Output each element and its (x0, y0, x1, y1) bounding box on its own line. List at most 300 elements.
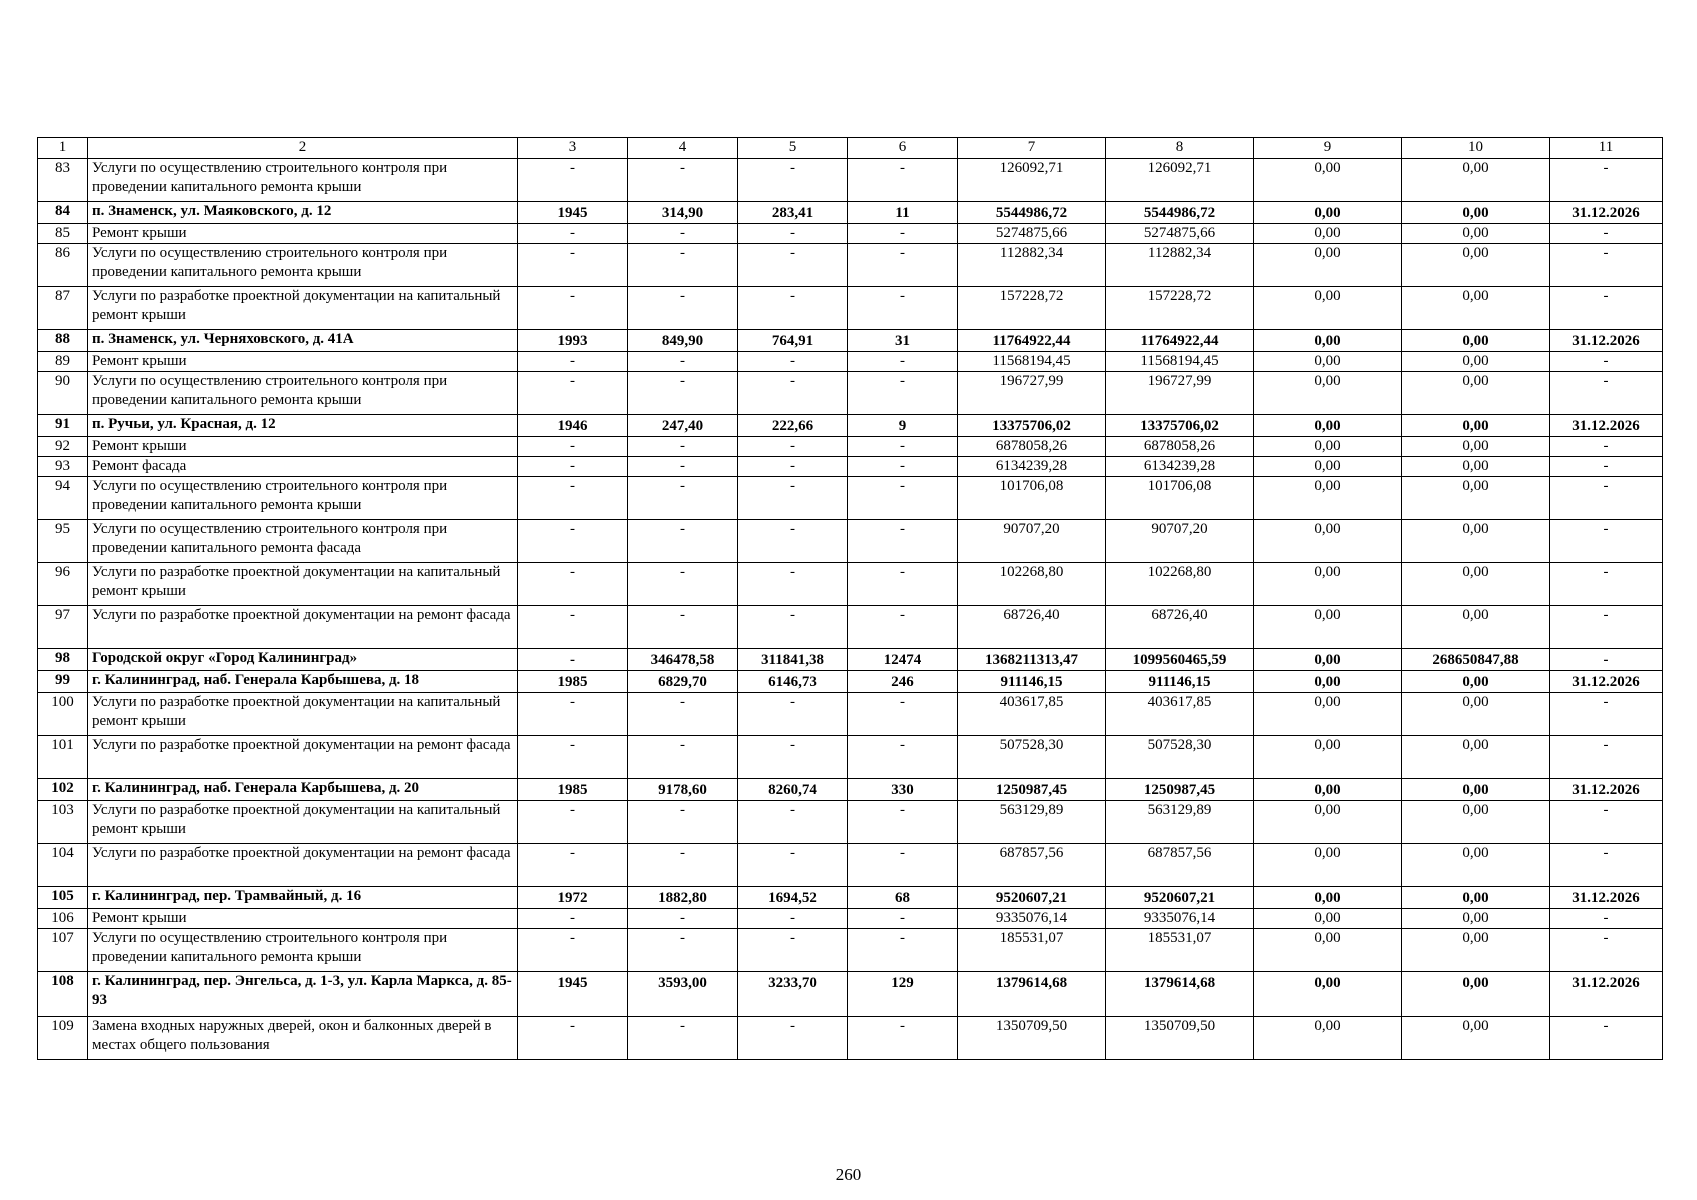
year-cell: - (518, 352, 628, 372)
col5-cell: 6146,73 (738, 671, 848, 693)
col6-cell: 68 (848, 887, 958, 909)
col9-cell: 0,00 (1254, 736, 1402, 779)
column-header: 10 (1402, 138, 1550, 159)
table-row (38, 330, 1663, 352)
year-cell: - (518, 649, 628, 671)
row-number: 94 (38, 477, 88, 520)
col4-cell: - (628, 563, 738, 606)
col4-cell: - (628, 693, 738, 736)
row-number: 90 (38, 372, 88, 415)
col7-cell: 687857,56 (958, 844, 1106, 887)
col5-cell: - (738, 563, 848, 606)
col6-cell: 12474 (848, 649, 958, 671)
col8-cell: 9520607,21 (1106, 887, 1254, 909)
col5-cell: 1694,52 (738, 887, 848, 909)
col10-cell: 0,00 (1402, 520, 1550, 563)
col8-cell: 9335076,14 (1106, 909, 1254, 929)
row-number: 89 (38, 352, 88, 372)
col9-cell: 0,00 (1254, 159, 1402, 202)
row-number: 83 (38, 159, 88, 202)
col4-cell: - (628, 477, 738, 520)
col5-cell: - (738, 801, 848, 844)
row-number: 101 (38, 736, 88, 779)
col5-cell: 222,66 (738, 415, 848, 437)
col7-cell: 13375706,02 (958, 415, 1106, 437)
col9-cell: 0,00 (1254, 563, 1402, 606)
year-cell: - (518, 563, 628, 606)
col8-cell: 126092,71 (1106, 159, 1254, 202)
row-name: Услуги по разработке проектной документации на ремонт фасада (88, 736, 518, 779)
year-cell: 1985 (518, 779, 628, 801)
col8-cell: 1379614,68 (1106, 972, 1254, 1017)
table-row (38, 244, 1663, 287)
column-header: 11 (1550, 138, 1663, 159)
col7-cell: 185531,07 (958, 929, 1106, 972)
year-cell: - (518, 224, 628, 244)
row-name: Услуги по разработке проектной документации на капитальный ремонт крыши (88, 801, 518, 844)
table-row (38, 520, 1663, 563)
col8-cell: 102268,80 (1106, 563, 1254, 606)
table-row (38, 1017, 1663, 1060)
col10-cell: 0,00 (1402, 606, 1550, 649)
col9-cell: 0,00 (1254, 671, 1402, 693)
table-row (38, 887, 1663, 909)
col7-cell: 157228,72 (958, 287, 1106, 330)
year-cell: - (518, 287, 628, 330)
col9-cell: 0,00 (1254, 352, 1402, 372)
table-row (38, 563, 1663, 606)
col4-cell: 314,90 (628, 202, 738, 224)
col6-cell: - (848, 372, 958, 415)
col6-cell: - (848, 563, 958, 606)
row-number: 84 (38, 202, 88, 224)
table-row (38, 457, 1663, 477)
col4-cell: - (628, 736, 738, 779)
col4-cell: - (628, 224, 738, 244)
row-name: Ремонт крыши (88, 909, 518, 929)
deadline-cell: - (1550, 287, 1663, 330)
row-name: Замена входных наружных дверей, окон и балконных дверей в местах общего пользования (88, 1017, 518, 1060)
page-number: 260 (835, 1165, 862, 1184)
col10-cell: 0,00 (1402, 929, 1550, 972)
col4-cell: - (628, 606, 738, 649)
column-header: 5 (738, 138, 848, 159)
row-name: Ремонт крыши (88, 224, 518, 244)
col10-cell: 0,00 (1402, 801, 1550, 844)
col4-cell: - (628, 372, 738, 415)
deadline-cell: 31.12.2026 (1550, 887, 1663, 909)
year-cell: - (518, 1017, 628, 1060)
col7-cell: 1250987,45 (958, 779, 1106, 801)
col9-cell: 0,00 (1254, 202, 1402, 224)
column-header: 8 (1106, 138, 1254, 159)
col9-cell: 0,00 (1254, 287, 1402, 330)
col8-cell: 1099560465,59 (1106, 649, 1254, 671)
table-row (38, 909, 1663, 929)
deadline-cell: - (1550, 437, 1663, 457)
col5-cell: - (738, 1017, 848, 1060)
row-number: 88 (38, 330, 88, 352)
col10-cell: 0,00 (1402, 224, 1550, 244)
deadline-cell: - (1550, 606, 1663, 649)
col6-cell: - (848, 477, 958, 520)
row-name: Услуги по осуществлению строительного контроля при проведении капитального ремонта фасада (88, 520, 518, 563)
year-cell: - (518, 693, 628, 736)
deadline-cell: - (1550, 929, 1663, 972)
col8-cell: 157228,72 (1106, 287, 1254, 330)
col10-cell: 0,00 (1402, 563, 1550, 606)
col8-cell: 196727,99 (1106, 372, 1254, 415)
row-name: г. Калининград, наб. Генерала Карбышева, д. 20 (88, 779, 518, 801)
col6-cell: - (848, 844, 958, 887)
col7-cell: 403617,85 (958, 693, 1106, 736)
col7-cell: 9335076,14 (958, 909, 1106, 929)
year-cell: - (518, 801, 628, 844)
col6-cell: - (848, 929, 958, 972)
col10-cell: 0,00 (1402, 909, 1550, 929)
row-number: 95 (38, 520, 88, 563)
column-header: 7 (958, 138, 1106, 159)
table-row (38, 477, 1663, 520)
year-cell: - (518, 736, 628, 779)
table-row (38, 437, 1663, 457)
col7-cell: 1350709,50 (958, 1017, 1106, 1060)
col7-cell: 126092,71 (958, 159, 1106, 202)
col7-cell: 11764922,44 (958, 330, 1106, 352)
deadline-cell: - (1550, 1017, 1663, 1060)
col9-cell: 0,00 (1254, 415, 1402, 437)
col4-cell: - (628, 437, 738, 457)
col8-cell: 90707,20 (1106, 520, 1254, 563)
col4-cell: - (628, 909, 738, 929)
deadline-cell: - (1550, 801, 1663, 844)
row-name: Услуги по разработке проектной документации на капитальный ремонт крыши (88, 693, 518, 736)
col6-cell: 330 (848, 779, 958, 801)
row-name: Услуги по осуществлению строительного контроля при проведении капитального ремонта крыши (88, 477, 518, 520)
col4-cell: 346478,58 (628, 649, 738, 671)
col9-cell: 0,00 (1254, 477, 1402, 520)
row-number: 85 (38, 224, 88, 244)
deadline-cell: - (1550, 224, 1663, 244)
col4-cell: - (628, 244, 738, 287)
col10-cell: 0,00 (1402, 1017, 1550, 1060)
row-number: 103 (38, 801, 88, 844)
row-number: 86 (38, 244, 88, 287)
table-row (38, 159, 1663, 202)
col8-cell: 68726,40 (1106, 606, 1254, 649)
deadline-cell: - (1550, 477, 1663, 520)
col10-cell: 0,00 (1402, 352, 1550, 372)
col6-cell: 31 (848, 330, 958, 352)
row-name: Услуги по разработке проектной документации на ремонт фасада (88, 844, 518, 887)
row-number: 96 (38, 563, 88, 606)
col4-cell: 1882,80 (628, 887, 738, 909)
col10-cell: 0,00 (1402, 159, 1550, 202)
col6-cell: - (848, 457, 958, 477)
col5-cell: - (738, 844, 848, 887)
col10-cell: 0,00 (1402, 457, 1550, 477)
table-row (38, 606, 1663, 649)
col9-cell: 0,00 (1254, 929, 1402, 972)
col9-cell: 0,00 (1254, 437, 1402, 457)
col10-cell: 0,00 (1402, 736, 1550, 779)
col4-cell: - (628, 159, 738, 202)
col6-cell: - (848, 159, 958, 202)
column-header: 6 (848, 138, 958, 159)
column-header: 3 (518, 138, 628, 159)
col5-cell: - (738, 736, 848, 779)
deadline-cell: 31.12.2026 (1550, 972, 1663, 1017)
row-number: 105 (38, 887, 88, 909)
year-cell: 1945 (518, 202, 628, 224)
col10-cell: 0,00 (1402, 415, 1550, 437)
col4-cell: - (628, 457, 738, 477)
col4-cell: 6829,70 (628, 671, 738, 693)
col10-cell: 0,00 (1402, 972, 1550, 1017)
table-row (38, 224, 1663, 244)
col4-cell: - (628, 1017, 738, 1060)
deadline-cell: - (1550, 563, 1663, 606)
year-cell: - (518, 244, 628, 287)
col10-cell: 268650847,88 (1402, 649, 1550, 671)
row-number: 99 (38, 671, 88, 693)
column-header: 9 (1254, 138, 1402, 159)
row-name: г. Калининград, пер. Трамвайный, д. 16 (88, 887, 518, 909)
row-name: Ремонт крыши (88, 352, 518, 372)
deadline-cell: 31.12.2026 (1550, 779, 1663, 801)
col8-cell: 6134239,28 (1106, 457, 1254, 477)
col9-cell: 0,00 (1254, 372, 1402, 415)
deadline-cell: - (1550, 844, 1663, 887)
deadline-cell: - (1550, 909, 1663, 929)
deadline-cell: - (1550, 352, 1663, 372)
table-row (38, 352, 1663, 372)
col8-cell: 13375706,02 (1106, 415, 1254, 437)
col4-cell: 9178,60 (628, 779, 738, 801)
year-cell: - (518, 372, 628, 415)
table-row (38, 801, 1663, 844)
col5-cell: - (738, 287, 848, 330)
col5-cell: - (738, 224, 848, 244)
col5-cell: - (738, 437, 848, 457)
col10-cell: 0,00 (1402, 330, 1550, 352)
row-name: г. Калининград, пер. Энгельса, д. 1-3, ул. Карла Маркса, д. 85-93 (88, 972, 518, 1017)
deadline-cell: 31.12.2026 (1550, 330, 1663, 352)
col8-cell: 185531,07 (1106, 929, 1254, 972)
col9-cell: 0,00 (1254, 909, 1402, 929)
row-name: Городской округ «Город Калининград» (88, 649, 518, 671)
data-table (37, 137, 1663, 1060)
row-number: 107 (38, 929, 88, 972)
col6-cell: - (848, 520, 958, 563)
row-number: 92 (38, 437, 88, 457)
col9-cell: 0,00 (1254, 693, 1402, 736)
col6-cell: - (848, 736, 958, 779)
col9-cell: 0,00 (1254, 244, 1402, 287)
col6-cell: - (848, 693, 958, 736)
col9-cell: 0,00 (1254, 779, 1402, 801)
col5-cell: - (738, 372, 848, 415)
col7-cell: 6878058,26 (958, 437, 1106, 457)
col7-cell: 6134239,28 (958, 457, 1106, 477)
col9-cell: 0,00 (1254, 330, 1402, 352)
row-name: п. Знаменск, ул. Маяковского, д. 12 (88, 202, 518, 224)
col9-cell: 0,00 (1254, 224, 1402, 244)
year-cell: - (518, 477, 628, 520)
col8-cell: 5544986,72 (1106, 202, 1254, 224)
deadline-cell: - (1550, 736, 1663, 779)
col5-cell: - (738, 606, 848, 649)
col5-cell: 8260,74 (738, 779, 848, 801)
col7-cell: 9520607,21 (958, 887, 1106, 909)
col7-cell: 911146,15 (958, 671, 1106, 693)
col4-cell: - (628, 520, 738, 563)
col10-cell: 0,00 (1402, 202, 1550, 224)
col8-cell: 5274875,66 (1106, 224, 1254, 244)
col9-cell: 0,00 (1254, 1017, 1402, 1060)
table-row (38, 671, 1663, 693)
col4-cell: 247,40 (628, 415, 738, 437)
col10-cell: 0,00 (1402, 287, 1550, 330)
col9-cell: 0,00 (1254, 844, 1402, 887)
col6-cell: 9 (848, 415, 958, 437)
row-name: Услуги по осуществлению строительного контроля при проведении капитального ремонта крыши (88, 372, 518, 415)
table-row (38, 649, 1663, 671)
col5-cell: - (738, 929, 848, 972)
row-number: 98 (38, 649, 88, 671)
row-name: Ремонт крыши (88, 437, 518, 457)
year-cell: - (518, 929, 628, 972)
col7-cell: 5274875,66 (958, 224, 1106, 244)
col5-cell: - (738, 457, 848, 477)
col10-cell: 0,00 (1402, 844, 1550, 887)
row-number: 91 (38, 415, 88, 437)
col6-cell: - (848, 909, 958, 929)
col6-cell: - (848, 606, 958, 649)
row-name: Услуги по осуществлению строительного контроля при проведении капитального ремонта крыши (88, 929, 518, 972)
row-number: 109 (38, 1017, 88, 1060)
col4-cell: - (628, 844, 738, 887)
col8-cell: 11764922,44 (1106, 330, 1254, 352)
col5-cell: - (738, 159, 848, 202)
table-row (38, 844, 1663, 887)
deadline-cell: - (1550, 372, 1663, 415)
col8-cell: 11568194,45 (1106, 352, 1254, 372)
table-row (38, 779, 1663, 801)
col10-cell: 0,00 (1402, 779, 1550, 801)
deadline-cell: 31.12.2026 (1550, 202, 1663, 224)
col9-cell: 0,00 (1254, 972, 1402, 1017)
row-number: 106 (38, 909, 88, 929)
col6-cell: - (848, 352, 958, 372)
col8-cell: 101706,08 (1106, 477, 1254, 520)
col7-cell: 11568194,45 (958, 352, 1106, 372)
col9-cell: 0,00 (1254, 887, 1402, 909)
deadline-cell: - (1550, 244, 1663, 287)
col5-cell: 3233,70 (738, 972, 848, 1017)
col6-cell: - (848, 437, 958, 457)
year-cell: - (518, 437, 628, 457)
col10-cell: 0,00 (1402, 244, 1550, 287)
row-name: п. Ручьи, ул. Красная, д. 12 (88, 415, 518, 437)
row-name: Услуги по разработке проектной документации на капитальный ремонт крыши (88, 287, 518, 330)
col8-cell: 563129,89 (1106, 801, 1254, 844)
col9-cell: 0,00 (1254, 457, 1402, 477)
col6-cell: 129 (848, 972, 958, 1017)
table-row (38, 693, 1663, 736)
table-row (38, 372, 1663, 415)
col9-cell: 0,00 (1254, 606, 1402, 649)
col8-cell: 1350709,50 (1106, 1017, 1254, 1060)
row-name: Услуги по осуществлению строительного контроля при проведении капитального ремонта крыши (88, 159, 518, 202)
year-cell: 1972 (518, 887, 628, 909)
row-number: 97 (38, 606, 88, 649)
table-row (38, 736, 1663, 779)
row-name: г. Калининград, наб. Генерала Карбышева, д. 18 (88, 671, 518, 693)
col4-cell: - (628, 929, 738, 972)
col7-cell: 563129,89 (958, 801, 1106, 844)
col8-cell: 507528,30 (1106, 736, 1254, 779)
col10-cell: 0,00 (1402, 477, 1550, 520)
col6-cell: 246 (848, 671, 958, 693)
year-cell: - (518, 520, 628, 563)
col10-cell: 0,00 (1402, 887, 1550, 909)
col10-cell: 0,00 (1402, 671, 1550, 693)
col7-cell: 1368211313,47 (958, 649, 1106, 671)
year-cell: 1985 (518, 671, 628, 693)
col5-cell: - (738, 244, 848, 287)
table-row (38, 202, 1663, 224)
row-name: Услуги по разработке проектной документации на ремонт фасада (88, 606, 518, 649)
col8-cell: 1250987,45 (1106, 779, 1254, 801)
year-cell: - (518, 909, 628, 929)
col5-cell: - (738, 477, 848, 520)
col7-cell: 68726,40 (958, 606, 1106, 649)
col5-cell: 283,41 (738, 202, 848, 224)
col5-cell: 764,91 (738, 330, 848, 352)
row-name: Услуги по разработке проектной документации на капитальный ремонт крыши (88, 563, 518, 606)
year-cell: 1993 (518, 330, 628, 352)
col6-cell: - (848, 801, 958, 844)
year-cell: - (518, 606, 628, 649)
row-name: Ремонт фасада (88, 457, 518, 477)
col8-cell: 112882,34 (1106, 244, 1254, 287)
col8-cell: 687857,56 (1106, 844, 1254, 887)
col7-cell: 112882,34 (958, 244, 1106, 287)
row-number: 93 (38, 457, 88, 477)
column-header: 1 (38, 138, 88, 159)
col4-cell: - (628, 352, 738, 372)
column-header: 2 (88, 138, 518, 159)
col4-cell: 849,90 (628, 330, 738, 352)
deadline-cell: - (1550, 457, 1663, 477)
col5-cell: - (738, 352, 848, 372)
col6-cell: 11 (848, 202, 958, 224)
column-header: 4 (628, 138, 738, 159)
deadline-cell: 31.12.2026 (1550, 671, 1663, 693)
row-number: 87 (38, 287, 88, 330)
col4-cell: - (628, 287, 738, 330)
col7-cell: 90707,20 (958, 520, 1106, 563)
year-cell: - (518, 457, 628, 477)
col5-cell: - (738, 909, 848, 929)
col9-cell: 0,00 (1254, 520, 1402, 563)
table-row (38, 287, 1663, 330)
deadline-cell: 31.12.2026 (1550, 415, 1663, 437)
row-number: 108 (38, 972, 88, 1017)
col9-cell: 0,00 (1254, 801, 1402, 844)
col4-cell: 3593,00 (628, 972, 738, 1017)
